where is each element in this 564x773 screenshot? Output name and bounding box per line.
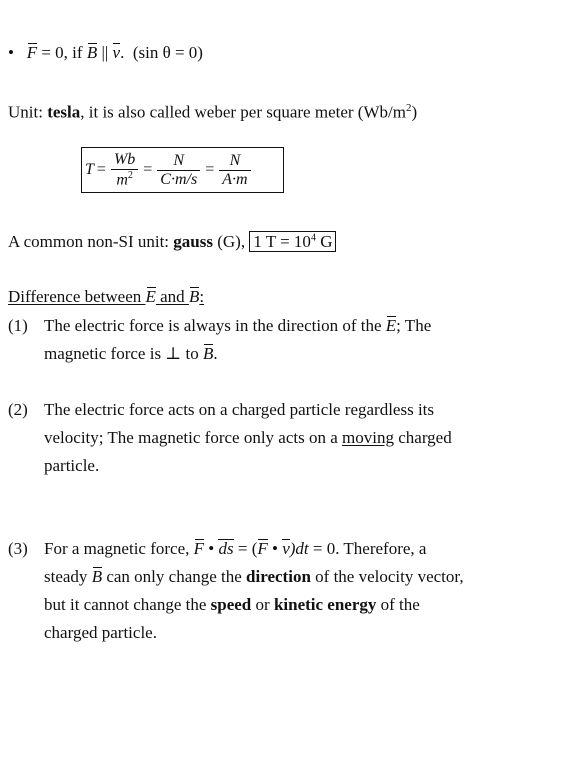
tesla-gauss-conversion-box [249,231,336,252]
heading-text: Difference between [8,287,146,306]
heading-E-vector: E [145,287,156,306]
list-item-3-ds-vector: ds [218,539,234,558]
fraction-wb-m2 [111,152,138,188]
bullet-condition-line [8,44,203,61]
gauss-symbol: (G), [212,232,250,251]
list-item-1-number: (1) [8,316,28,335]
fraction-2-numerator: N [157,153,200,171]
list-item-1-E-vector: E [385,316,397,335]
formula-equals-3: = [205,161,215,178]
list-item-1-line-1 [8,317,431,334]
list-item-3-text-1: For a magnetic force, [44,539,194,558]
list-item-3-text-2: steady [44,567,92,586]
list-item-3-line-1 [8,540,426,557]
list-item-3-speed-bold: speed [210,595,252,614]
list-item-3-dot-2: • [267,539,283,558]
list-item-2-text-3: particle. [44,456,100,475]
unit-prefix: Unit: [8,102,48,122]
bullet-symbol: • [8,43,14,62]
gauss-prefix: A common non-SI unit: [8,232,174,251]
list-item-2-line-2 [44,429,452,446]
heading-B-vector: B [188,287,200,306]
list-item-1-text: The electric force is always in the direction of the [44,316,386,335]
list-item-3-number: (3) [8,539,28,558]
parallel-symbol: || [97,43,113,62]
field-vector-symbol: B [86,43,98,62]
fraction-3-denominator: A·m [222,170,248,188]
fraction-1-den-sup: 2 [127,169,133,181]
list-item-2-line-1 [8,401,434,418]
list-item-1-period: . [213,344,218,363]
fraction-2-denominator: C·m/s [160,170,198,188]
gauss-line [8,233,336,250]
fraction-n-am [219,153,250,188]
fraction-n-cms [157,153,200,188]
fraction-3-numerator: N [219,153,250,171]
list-item-2-text-1: The electric force acts on a charged particle regardless its [44,400,435,419]
conversion-unit: G [315,232,333,251]
fraction-1-numerator: Wb [111,152,138,170]
list-item-3-dt: )dt [289,539,309,558]
list-item-3-B-vector: B [91,567,103,586]
unit-description: , it is also called weber per square meter (Wb/m [80,102,406,122]
unit-superscript: 2 [405,102,412,114]
fraction-1-denominator [111,170,138,188]
list-item-1-line-2 [44,345,218,362]
formula-equals-2: = [143,161,153,178]
sine-condition: (sin θ = 0) [132,43,203,62]
unit-name-gauss: gauss [173,232,213,251]
zero-if-text: = 0, if [37,43,87,62]
list-item-2-line-3 [44,457,99,474]
conversion-text: 1 T = 10 [253,232,311,251]
list-item-2-text-2-end: charged [393,428,452,447]
unit-close-paren: ) [411,102,418,122]
list-item-2-moving-underlined: moving [342,428,394,447]
velocity-vector-symbol: v [112,43,121,62]
list-item-3-F-vector-2: F [257,539,268,558]
list-item-1-text-end: ; The [396,316,432,335]
tesla-formula-box [81,147,284,193]
list-item-3-line-3 [44,596,420,613]
list-item-3-v-vector: v [282,539,290,558]
list-item-3-text-3: but it cannot change the [44,595,211,614]
list-item-3-kinetic-energy-bold: kinetic energy [273,595,377,614]
list-item-3-line-4 [44,624,157,641]
list-item-3-eq: = ( [233,539,258,558]
list-item-3-F-vector: F [193,539,205,558]
list-item-3-direction-bold: direction [246,567,311,586]
list-item-1-B-vector: B [203,344,214,363]
force-vector-symbol: F [26,43,38,62]
list-item-2-number: (2) [8,400,28,419]
fraction-1-den-base: m [116,171,128,189]
list-item-3-text-2-mid: can only change the [102,567,247,586]
heading-colon: : [199,287,205,306]
list-item-3-text-2-end: of the velocity vector, [310,567,464,586]
list-item-3-text-3-end: of the [376,595,420,614]
unit-name-tesla: tesla [47,102,81,122]
list-item-3-text-3-mid: or [251,595,274,614]
unit-line [8,103,417,121]
list-item-2-text-2: velocity; The magnetic force only acts on a [44,428,343,447]
period: . [120,43,125,62]
formula-lhs: T [85,161,94,178]
section-heading [8,288,204,305]
list-item-3-dot-1: • [204,539,219,558]
list-item-3-line-2 [44,568,464,585]
heading-and: and [155,287,189,306]
conversion-exponent: 4 [310,232,316,244]
list-item-3-text-4: charged particle. [44,623,157,642]
list-item-3-text-1-end: = 0. Therefore, a [308,539,427,558]
list-item-1-text-2: magnetic force is ⊥ to [44,344,204,363]
formula-equals-1: = [96,161,106,178]
